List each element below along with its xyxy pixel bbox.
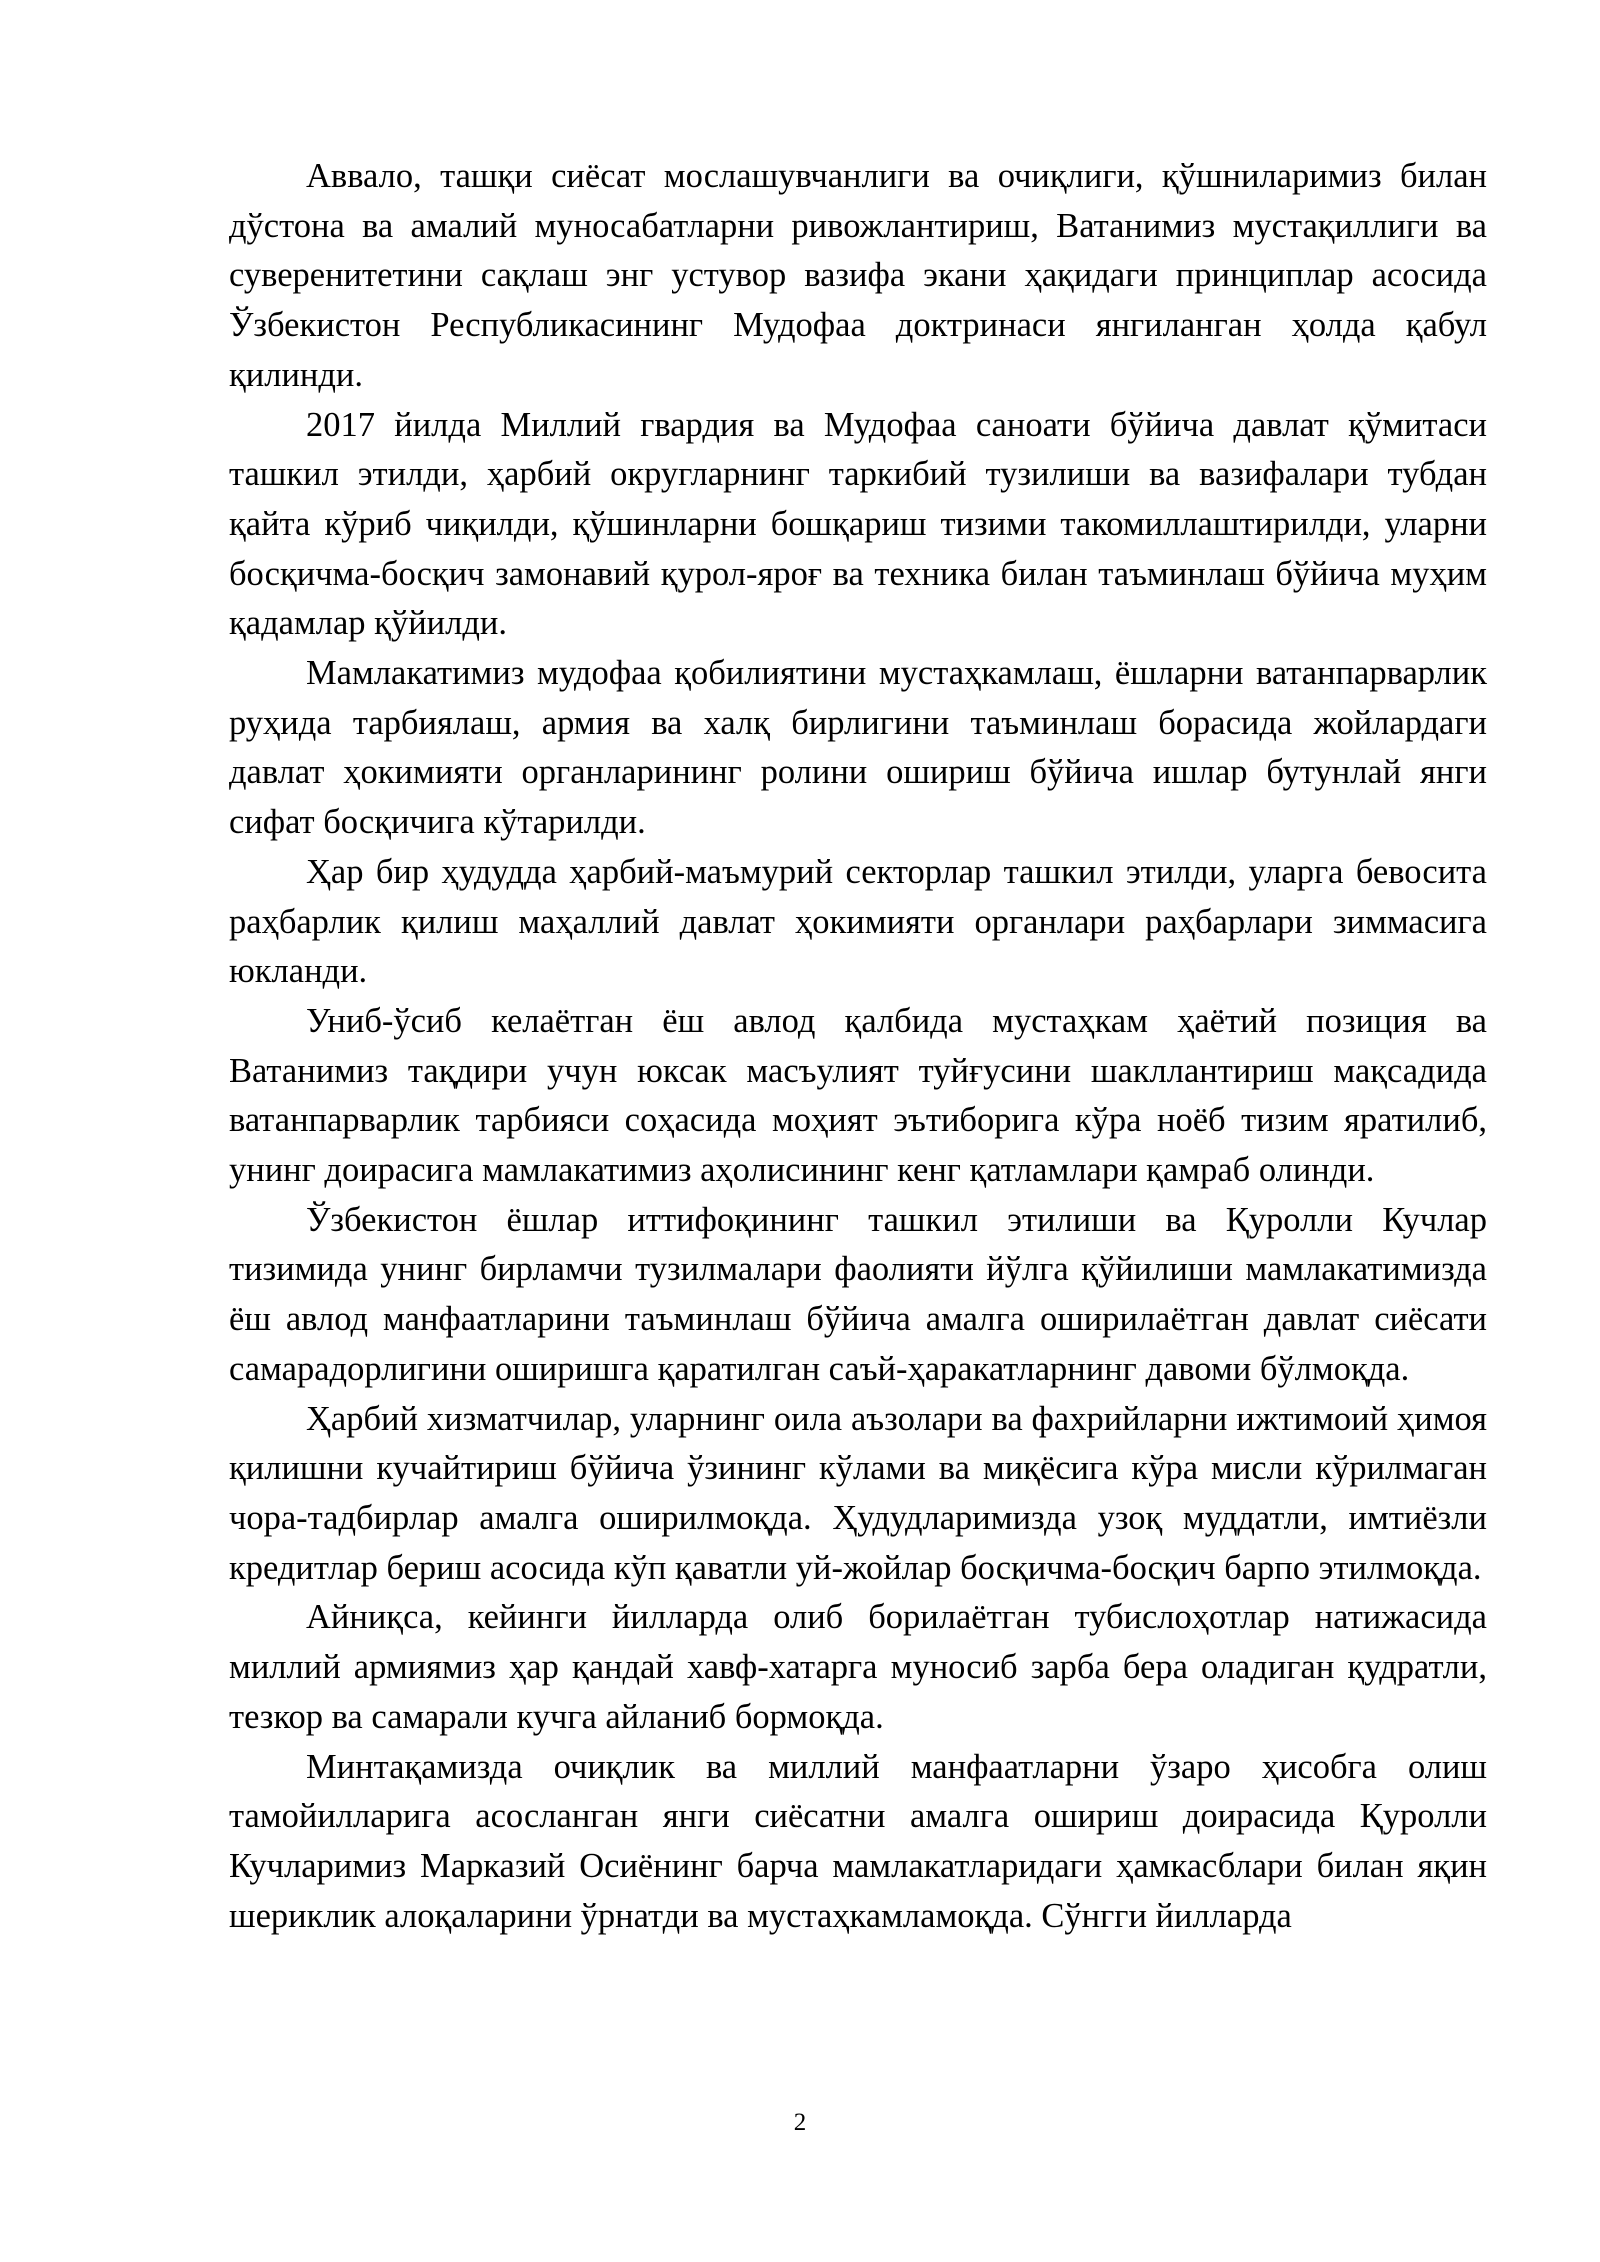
paragraph-7: Ҳарбий хизматчилар, уларнинг оила аъзолари ва фахрийларни ижтимоий ҳимоя қилишни кучайтириш бўйича ўзининг кўлами ва миқёсига кўра мисли кўрилмаган чора-тадбирлар амалга оширилмоқда. Ҳудудларимизда узоқ муддатли, имтиёзли кредитлар бериш асосида кўп қаватли уй-жойлар босқичма-босқич барпо этилмоқда. — [229, 1399, 1487, 1587]
paragraph-1: Аввало, ташқи сиёсат мослашувчанлиги ва очиқлиги, қўшниларимиз билан дўстона ва амалий муносабатларни ривожлантириш, Ватанимиз мустақиллиги ва суверенитетини сақлаш энг устувор вазифа экани ҳақидаги принциплар асосида Ўзбекистон Республикасининг Мудофаа доктринаси янгиланган ҳолда қабул қилинди. — [229, 157, 1487, 394]
paragraph-4: Ҳар бир ҳудудда ҳарбий-маъмурий секторлар ташкил этилди, уларга бевосита раҳбарлик қилиш маҳаллий давлат ҳокимияти органлари раҳбарлари зиммасига юкланди. — [229, 852, 1487, 991]
paragraph-9: Минтақамизда очиқлик ва миллий манфаатларни ўзаро ҳисобга олиш тамойилларига асосланган янги сиёсатни амалга ошириш доирасида Қуролли Кучларимиз Марказий Осиёнинг барча мамлакатларидаги ҳамкасблари билан яқин шериклик алоқаларини ўрнатди ва мустаҳкамламоқда. Сўнгги йилларда — [229, 1747, 1487, 1935]
paragraph-3: Мамлакатимиз мудофаа қобилиятини мустаҳкамлаш, ёшларни ватанпарварлик руҳида тарбиялаш, армия ва халқ бирлигини таъминлаш борасида жойлардаги давлат ҳокимияти органларининг ролини ошириш бўйича ишлар бутунлай янги сифат босқичига кўтарилди. — [229, 654, 1487, 842]
paragraph-8: Айниқса, кейинги йилларда олиб борилаётган тубислоҳотлар натижасида миллий армиямиз ҳар қандай хавф-хатарга муносиб зарба бера оладиган қудратли, тезкор ва самарали кучга айланиб бормоқда. — [229, 1598, 1487, 1736]
paragraph-2: 2017 йилда Миллий гвардия ва Мудофаа саноати бўйича давлат қўмитаси ташкил этилди, ҳарбий округларнинг таркибий тузилиши ва вазифалари тубдан қайта кўриб чиқилди, қўшинларни бошқариш тизими такомиллаштирилди, уларни босқичма-босқич замонавий қурол-яроғ ва техника билан таъминлаш бўйича муҳим қадамлар қўйилди. — [229, 405, 1487, 643]
page-number: 2 — [793, 2109, 807, 2136]
paragraph-5: Униб-ўсиб келаётган ёш авлод қалбида мустаҳкам ҳаётий позиция ва Ватанимиз тақдири учун юксак масъулият туйғусини шакллантириш мақсадида ватанпарварлик тарбияси соҳасида моҳият эътиборига кўра ноёб тизим яратилиб, унинг доирасига мамлакатимиз аҳолисининг кенг қатламлари қамраб олинди. — [229, 1001, 1487, 1190]
paragraph-6: Ўзбекистон ёшлар иттифоқининг ташкил этилиши ва Қуролли Кучлар тизимида унинг бирламчи тузилмалари фаолияти йўлга қўйилиши мамлакатимизда ёш авлод манфаатларини таъминлаш бўйича амалга оширилаётган давлат сиёсати самарадорлигини оширишга қаратилган саъй-ҳаракатларнинг давоми бўлмоқда. — [229, 1200, 1487, 1388]
document-body — [229, 152, 1487, 1941]
